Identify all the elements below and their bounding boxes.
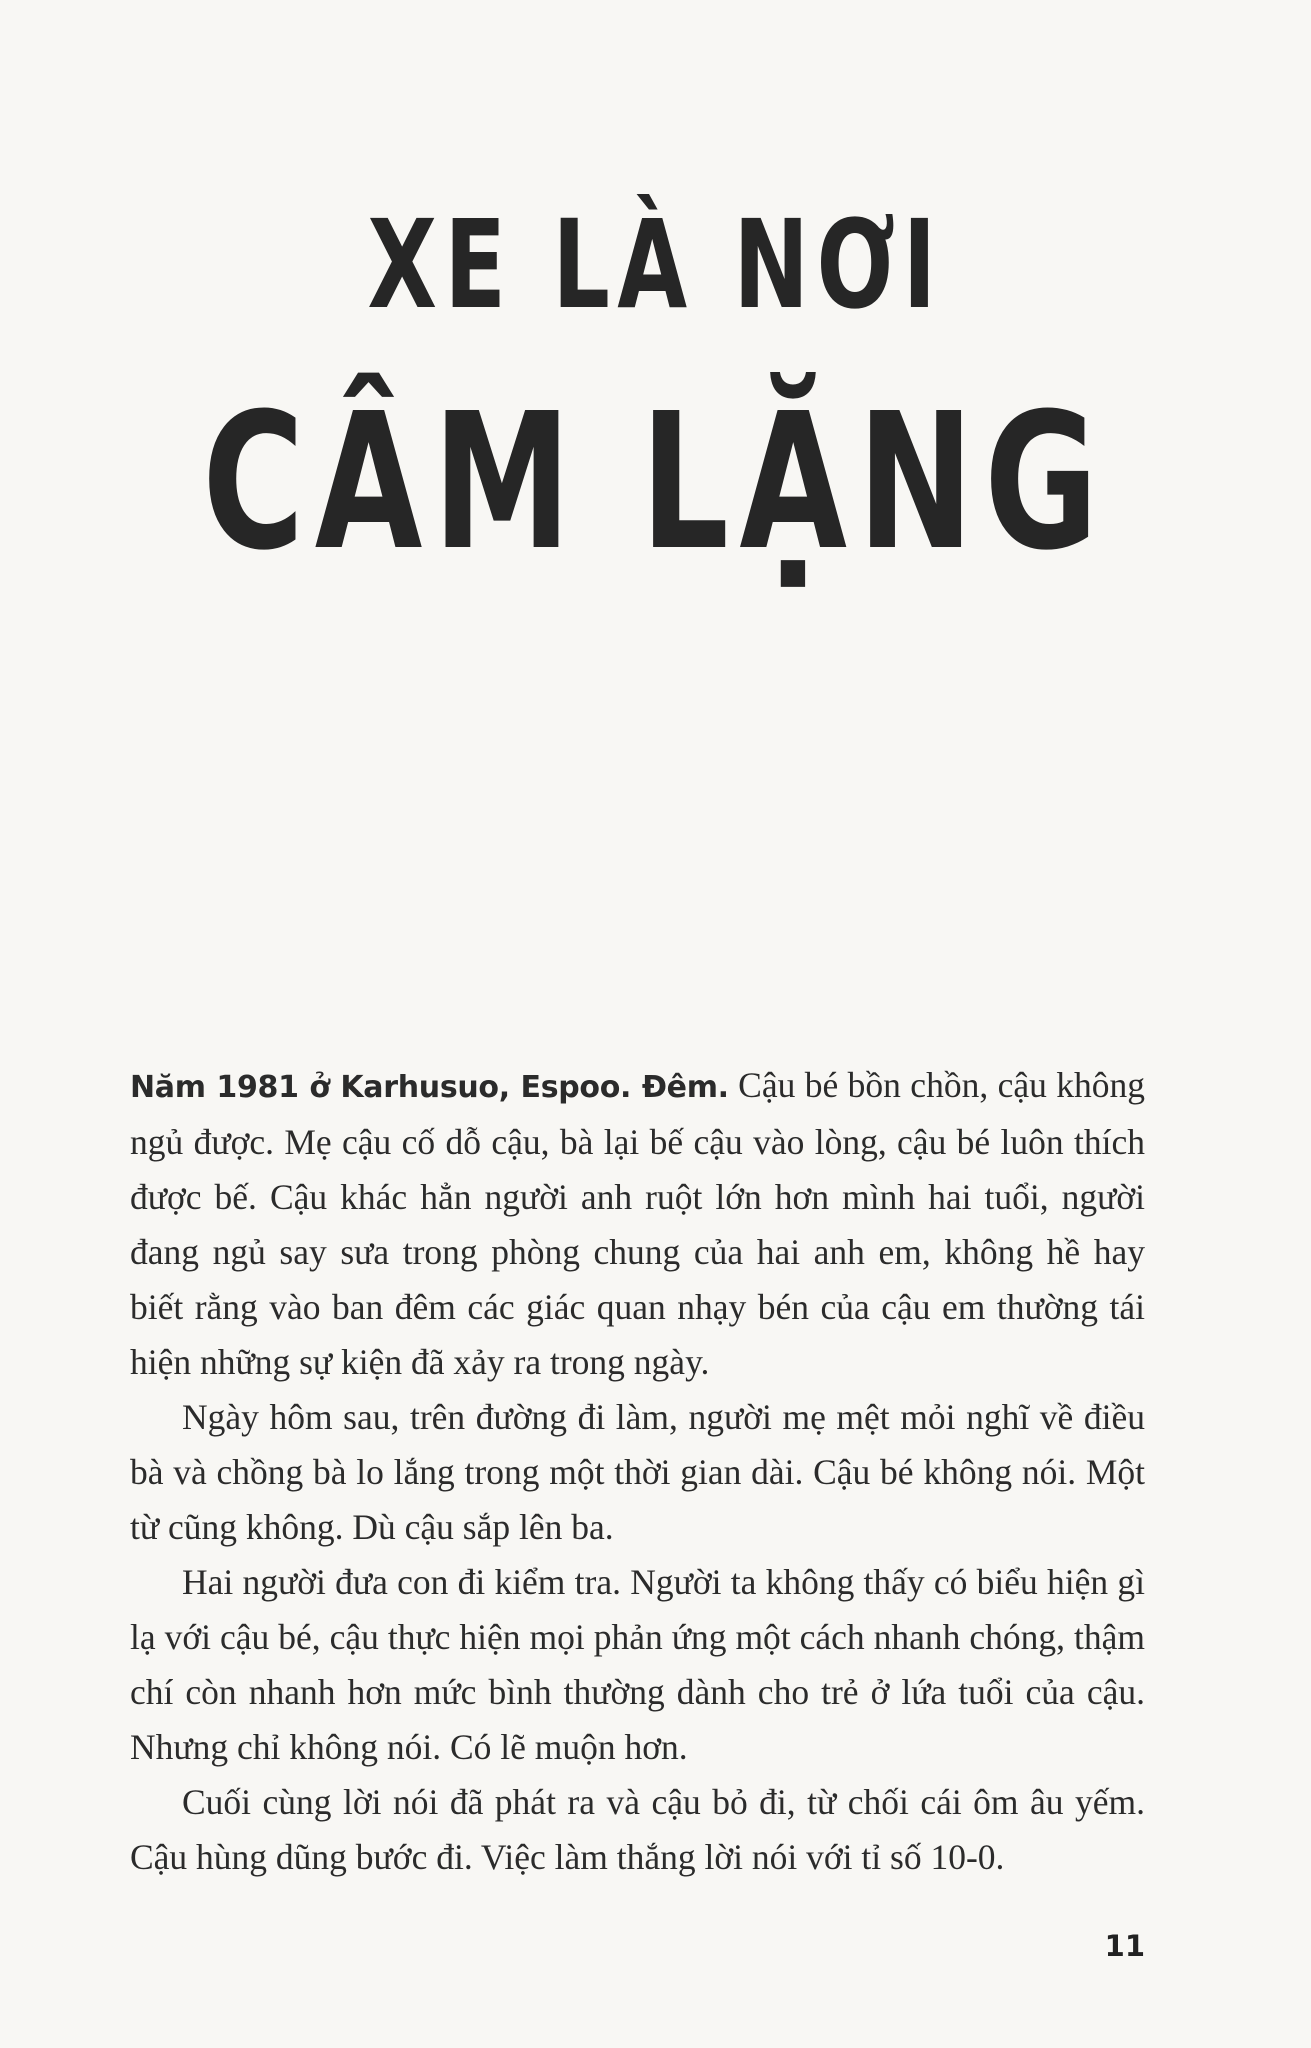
paragraph-lead: Năm 1981 ở Karhusuo, Espoo. Đêm. [130,1070,729,1105]
paragraph-1-text: Cậu bé bồn chồn, cậu không ngủ được. Mẹ cậu cố dỗ cậu, bà lại bế cậu vào lòng, cậu bé luôn thích được bế. Cậu khác hẳn người anh ruột lớn hơn mình hai tuổi, người đang ngủ say sưa trong phòng chung của hai anh em, không hề hay biết rằng vào ban đêm các giác quan nhạy bén của cậu em thường tái hiện những sự kiện đã xảy ra trong ngày. [130,1065,1145,1382]
chapter-title [0,190,1311,592]
page-number: 11 [1104,1929,1145,1963]
paragraph-4: Cuối cùng lời nói đã phát ra và cậu bỏ đi, từ chối cái ôm âu yếm. Cậu hùng dũng bước đi. Việc làm thắng lời nói với tỉ số 10-0. [130,1782,1145,1877]
paragraph-1 [130,1058,1145,1390]
paragraph-3: Hai người đưa con đi kiểm tra. Người ta không thấy có biểu hiện gì lạ với cậu bé, cậu thực hiện mọi phản ứng một cách nhanh chóng, thậm chí còn nhanh hơn mức bình thường dành cho trẻ ở lứa tuổi của cậu. Nhưng chỉ không nói. Có lẽ muộn hơn. [130,1562,1145,1767]
chapter-title-line-1: XE LÀ NƠI [367,194,944,336]
paragraph-2: Ngày hôm sau, trên đường đi làm, người mẹ mệt mỏi nghĩ về điều bà và chồng bà lo lắng trong một thời gian dài. Cậu bé không nói. Một từ cũng không. Dù cậu sắp lên ba. [130,1397,1145,1547]
chapter-body [130,1058,1145,1885]
chapter-title-line-2: CÂM LẶNG [202,373,1109,592]
